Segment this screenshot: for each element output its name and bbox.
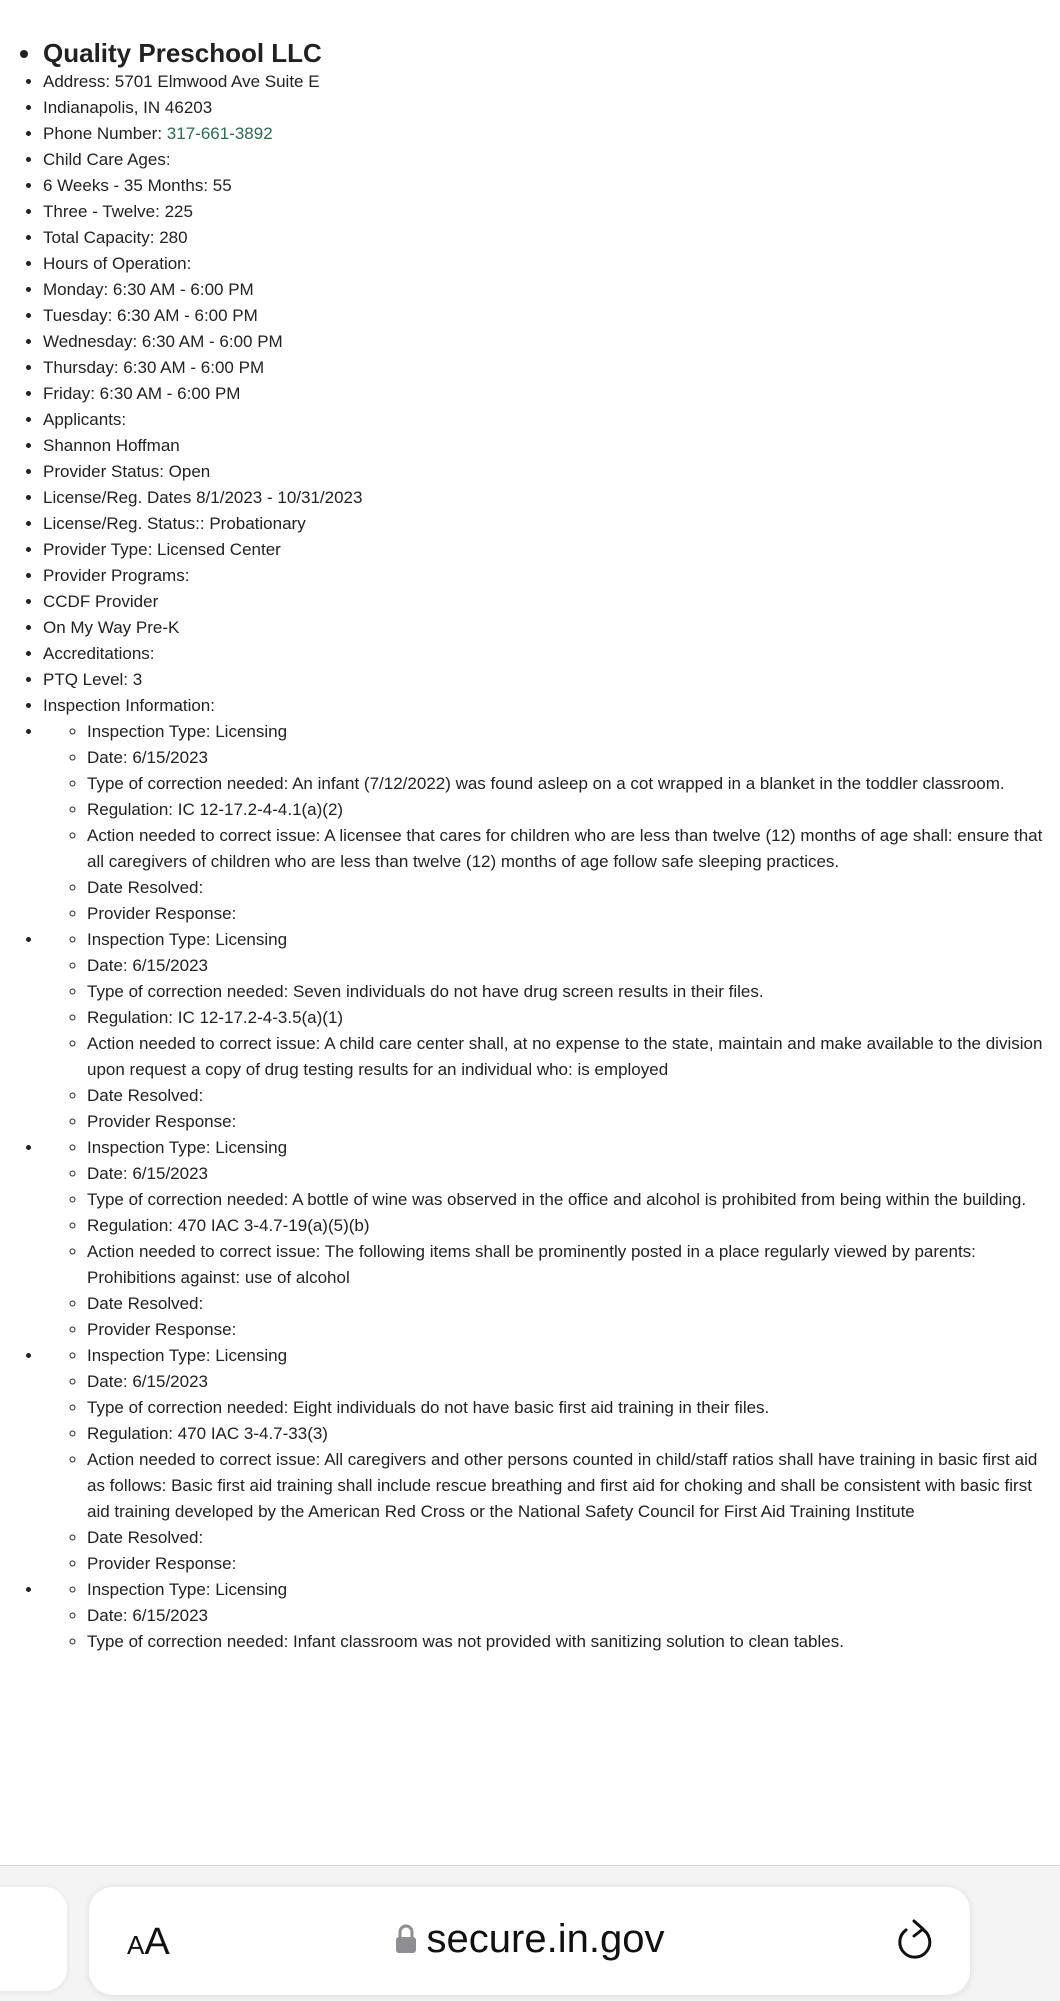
inspection-field: ◦ Date: 6/15/2023 [87, 1161, 1044, 1187]
info-item: • Monday: 6:30 AM - 6:00 PM [43, 277, 1044, 303]
info-item: • Shannon Hoffman [43, 433, 1044, 459]
info-item: • Child Care Ages: [43, 147, 1044, 173]
info-item: • Tuesday: 6:30 AM - 6:00 PM [43, 303, 1044, 329]
browser-toolbar [0, 1865, 1060, 2001]
info-item: • License/Reg. Status:: Probationary [43, 511, 1044, 537]
inspection-field: ◦ • Inspection Type: Licensing [87, 719, 1044, 745]
inspection-details [43, 719, 1044, 927]
inspection-field: ◦ • Inspection Type: Licensing [87, 927, 1044, 953]
inspection-field: ◦ Date: 6/15/2023 [87, 745, 1044, 771]
url-text: secure.in.gov [426, 1917, 665, 1961]
inspection-group [43, 927, 1044, 1135]
info-item: • 6 Weeks - 35 Months: 55 [43, 173, 1044, 199]
inspection-field: ◦ • Inspection Type: Licensing [87, 1343, 1044, 1369]
inspection-group [43, 1343, 1044, 1577]
phone-link[interactable]: 317-661-3892 [166, 124, 273, 143]
inspection-field: ◦ Regulation: IC 12-17.2-4-4.1(a)(2) [87, 797, 1044, 823]
info-item: • On My Way Pre-K [43, 615, 1044, 641]
info-item: • PTQ Level: 3 [43, 667, 1044, 693]
inspection-field: ◦ Date: 6/15/2023 [87, 953, 1044, 979]
provider-info-list [0, 37, 1060, 1655]
info-item: • Provider Type: Licensed Center [43, 537, 1044, 563]
inspection-field: ◦ Type of correction needed: A bottle of wine was observed in the office and alcohol is prohibited from being within the building. [87, 1187, 1044, 1213]
inspection-group [43, 1135, 1044, 1343]
inspection-field: ◦ Date: 6/15/2023 [87, 1603, 1044, 1629]
inspection-group [43, 1577, 1044, 1655]
inspection-field: ◦ Action needed to correct issue: The following items shall be prominently posted in a place regularly viewed by parents: Prohibitions against: use of alcohol [87, 1239, 1044, 1291]
phone-label: Phone Number: [43, 124, 167, 143]
info-item: • Three - Twelve: 225 [43, 199, 1044, 225]
inspection-field: ◦ Type of correction needed: Eight individuals do not have basic first aid training in their files. [87, 1395, 1044, 1421]
inspection-field: ◦ Type of correction needed: An infant (7/12/2022) was found asleep on a cot wrapped in a blanket in the toddler classroom. [87, 771, 1044, 797]
lock-icon [395, 1919, 417, 1964]
inspection-field: ◦ Date Resolved: [87, 1525, 1044, 1551]
inspection-field: ◦ Date Resolved: [87, 1083, 1044, 1109]
info-item: • Indianapolis, IN 46203 [43, 95, 1044, 121]
inspection-field: ◦ Regulation: IC 12-17.2-4-3.5(a)(1) [87, 1005, 1044, 1031]
inspection-field: ◦ Action needed to correct issue: A licensee that cares for children who are less than twelve (12) months of age shall: ensure that all caregivers of children who are less than twelve (12) months of age follow safe sleeping practices. [87, 823, 1044, 875]
info-item: • Total Capacity: 280 [43, 225, 1044, 251]
info-item: • Wednesday: 6:30 AM - 6:00 PM [43, 329, 1044, 355]
inspection-field: ◦ • Inspection Type: Licensing [87, 1135, 1044, 1161]
inspection-field: ◦ Regulation: 470 IAC 3-4.7-33(3) [87, 1421, 1044, 1447]
info-item: • Accreditations: [43, 641, 1044, 667]
inspection-field: ◦ Regulation: 470 IAC 3-4.7-19(a)(5)(b) [87, 1213, 1044, 1239]
reload-icon[interactable] [892, 1917, 936, 1970]
inspection-field: ◦ Action needed to correct issue: A child care center shall, at no expense to the state, maintain and make available to the division upon request a copy of drug testing results for an individual who: is employed [87, 1031, 1044, 1083]
info-item: • Address: 5701 Elmwood Ave Suite E [43, 69, 1044, 95]
inspection-field: ◦ Date: 6/15/2023 [87, 1369, 1044, 1395]
inspection-group [43, 719, 1044, 927]
inspection-field: ◦ Provider Response: [87, 1109, 1044, 1135]
url-display[interactable] [89, 1917, 970, 1964]
info-item: • Provider Status: Open [43, 459, 1044, 485]
info-item: • Hours of Operation: [43, 251, 1044, 277]
info-item: • License/Reg. Dates 8/1/2023 - 10/31/2023 [43, 485, 1044, 511]
inspection-field: ◦ Type of correction needed: Seven individuals do not have drug screen results in their files. [87, 979, 1044, 1005]
previous-tab-pill[interactable] [0, 1887, 67, 1991]
inspection-field: ◦ Action needed to correct issue: All caregivers and other persons counted in child/staff ratios shall have training in basic first aid as follows: Basic first aid training shall include rescue breathing and first aid for choking and shall be consistent with basic first aid training developed by the American Red Cross or the National Safety Council for First Aid Training Institute [87, 1447, 1044, 1525]
inspection-details [43, 1135, 1044, 1343]
inspection-field: ◦ Date Resolved: [87, 1291, 1044, 1317]
inspection-field: ◦ Date Resolved: [87, 875, 1044, 901]
info-item: • CCDF Provider [43, 589, 1044, 615]
inspection-field: ◦ • Inspection Type: Licensing [87, 1577, 1044, 1603]
inspection-details [43, 927, 1044, 1135]
provider-name: • Quality Preschool LLC [43, 37, 1044, 69]
inspection-field: ◦ Provider Response: [87, 901, 1044, 927]
info-item: • Applicants: [43, 407, 1044, 433]
inspection-field: ◦ Type of correction needed: Infant classroom was not provided with sanitizing solution to clean tables. [87, 1629, 1044, 1655]
info-item: • Inspection Information: [43, 693, 1044, 719]
text-size-button[interactable]: AA [127, 1921, 170, 1963]
inspection-field: ◦ Provider Response: [87, 1551, 1044, 1577]
inspection-details [43, 1343, 1044, 1577]
inspection-field: ◦ Provider Response: [87, 1317, 1044, 1343]
phone-item [43, 121, 1044, 147]
info-item: • Provider Programs: [43, 563, 1044, 589]
inspection-details [43, 1577, 1044, 1655]
address-bar[interactable] [89, 1887, 970, 1995]
info-item: • Friday: 6:30 AM - 6:00 PM [43, 381, 1044, 407]
info-item: • Thursday: 6:30 AM - 6:00 PM [43, 355, 1044, 381]
